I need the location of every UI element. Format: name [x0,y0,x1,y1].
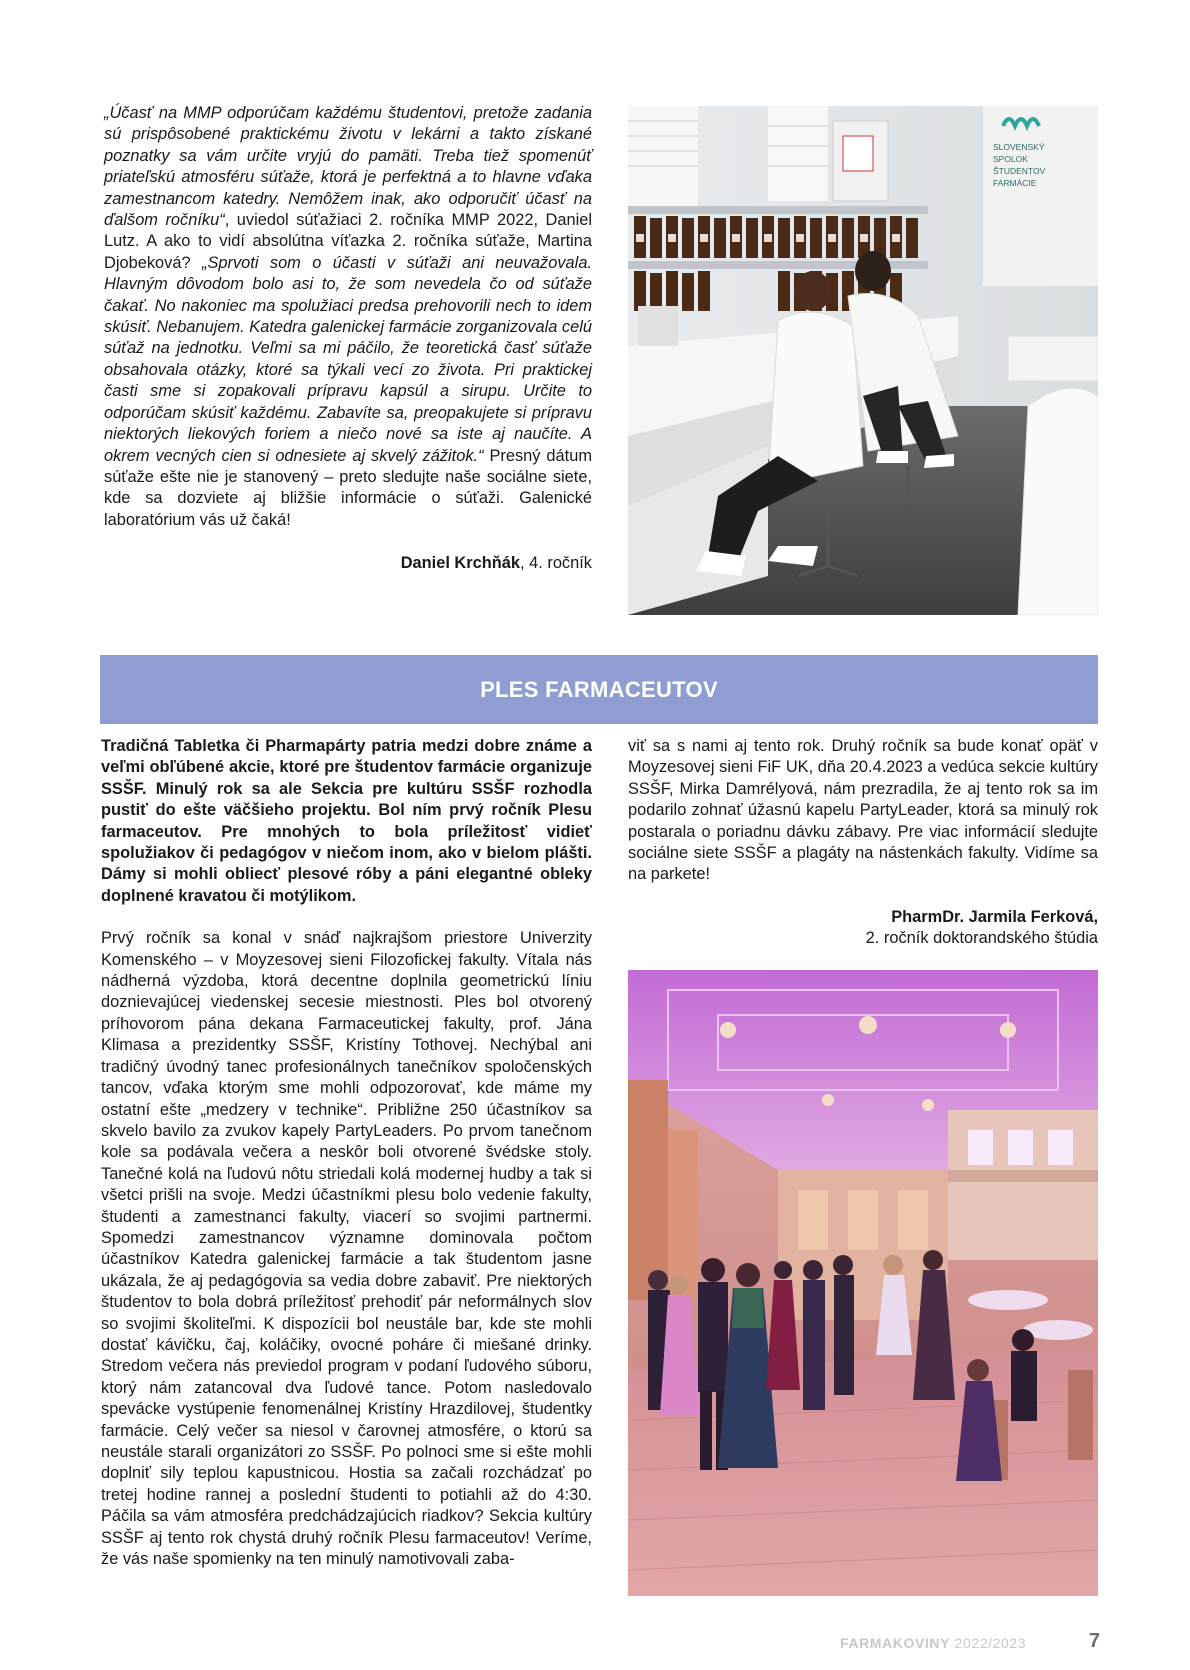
page-footer [840,1630,1100,1654]
svg-text:SPOLOK: SPOLOK [993,154,1028,164]
quote-daniel-lutz: „Účasť na MMP odporúčam každému študentovi, pretože zadania sú prispôsobené praktickému životu v lekárni a takto získané poznatky sa vám určite vryjú do pamäti. Treba tiež spomenúť priateľskú atmosféru súťaže, ktorá je perfektná a to hlavne vďaka zamestnancom katedry. Nemôžem inak, ako odporučiť účasť na ďalšom ročníku“ [104,104,592,230]
ball-article-signature [628,907,1098,950]
magazine-title: FARMAKOVINY [840,1635,951,1651]
ball-article-lead: Tradičná Tabletka či Pharmapárty patria medzi dobre známe a veľmi obľúbené akcie, ktoré pre študentov farmácie organizuje SSŠF. Minulý rok sa ale Sekcia pre kultúru SSŠF rozhodla pustiť do ešte väčšieho projektu. Bol ním prvý ročník Plesu farmaceutov. Pre mnohých to bola príležitosť vidieť spolužiakov či pedagógov v niečom inom, ako v bielom plášti. Dámy si mohli obliecť plesové róby a páni elegantné obleky doplnené kravatou či motýlikom. [101,737,592,905]
ball-author-role: 2. ročník doktorandského štúdia [865,929,1098,948]
ball-article-right-column [628,736,1098,950]
page-number: 7 [1088,1630,1100,1652]
ball-photo [628,970,1098,1596]
svg-text:ŠTUDENTOV: ŠTUDENTOV [993,166,1046,176]
section-title: PLES FARMACEUTOV [480,676,718,702]
top-article-text-2: Presný dátum súťaže ešte nie je stanovený – preto sledujte naše sociálne siete, kde sa dozviete aj bližšie informácie o súťaži. Galenické laboratórium vás už čaká! [104,446,592,529]
magazine-name [840,1635,1026,1651]
top-article-signature [104,553,592,574]
ball-author-name: PharmDr. Jarmila Ferková, [891,907,1098,926]
lab-photo [628,106,1098,615]
top-article-text-1: , uviedol súťažiaci 2. ročníka MMP 2022, Daniel Lutz. A ako to vidí absolútna víťazka 2. ročníka súťaže, Martina Djobeková? [104,211,592,272]
ball-article-body-left: Prvý ročník sa konal v snáď najkrajšom priestore Univerzity Komenského – v Moyzesovej sieni Filozofickej fakulty. Vítala nás nádherná výzdoba, ktorá decentne doplnila geometrickú líniu doznievajúcej viedenskej secesie miestnosti. Ples bol otvorený príhovorom pána dekana Farmaceutickej fakulty, prof. Jána Klimasa a prezidentky SSŠF, Kristíny Tothovej. Nechýbal ani tradičný úvodný tanec profesionálnych tanečníkov spoločenských tancov, vďaka ktorým sme mohli odpozorovať, kde máme my ostatní ešte „medzery v technike“. Približne 250 účastníkov sa skvelo bavilo za zvukov kapely PartyLeaders. Po prvom tanečnom kole sa podávala večera a neskôr boli otvorené švédske stoly. Tanečné kolá na ľudovú nôtu striedali kolá modernej hudby a tak si všetci prišli na svoje. Medzi účastníkmi plesu bolo vedenie fakulty, študenti a zamestnanci fakulty, viacerí so svojimi partnermi. Spomedzi zamestnancov významne dominovala počtom účastníkov Katedra galenickej farmácie a tak študentom jasne ukázala, že aj pedagógovia sa vedia dobre zabaviť. Pre niektorých študentov to bola dobrá príležitosť prehodiť pár neformálnych slov so svojimi školiteľmi. K dispozícii bol neustále bar, kde ste mohli dostať kávičku, čaj, koláčiky, ovocné poháre či miešané drinky. Stredom večera nás previedol program v podaní ľudového súboru, ktorý nám zatancoval dva ľudové tance. Potom nasledovalo spevácke vystúpenie fenomenálnej Kristíny Hrazdilovej, študentky farmácie. Celý večer sa niesol v čarovnej atmosfére, o ktorú sa neustále starali organizátori zo SSŠF. Po polnoci sme si ešte mohli doplniť sily teplou kapustnicou. Hostia sa začali rozchádzať po tretej hodine rannej a poslední študenti to potiahli až do 4:30. Páčila sa vám atmosféra predchádzajúcich riadkov? Sekcia kultúry SSŠF aj tento rok chystá druhý ročník Plesu farmaceutov! Veríme, že vás naše spomienky na ten minulý namotivovali zaba- [101,929,592,1569]
author-year: , 4. ročník [520,554,592,573]
top-article-text [104,103,592,575]
author-name: Daniel Krchňák [400,554,521,573]
svg-text:SLOVENSKÝ: SLOVENSKÝ [993,142,1045,152]
ball-article-left-column [101,736,592,1570]
section-banner [100,655,1098,724]
quote-martina-djobekova: „Sprvoti som o účasti v súťaži ani neuvažovala. Hlavným dôvodom bolo asi to, že som nevedela čo od súťaže čakať. No nakoniec ma spolužiaci predsa prehovorili nech to idem skúsiť. Nebanujem. Katedra galenickej farmácie zorganizovala celú súťaž na jednotku. Veľmi sa mi páčilo, že teoretická časť súťaže obsahovala otázky, ktoré sa týkali vecí zo života. Pri praktickej časti sme si zopakovali prípravu kapsúl a sirupu. Určite to odporúčam skúsiť každému. Zabavíte sa, preopakujete si prípravu niektorých liekových foriem a niečo nové sa iste aj naučíte. A okrem vecných cien si odnesiete aj skvelý zážitok.“ [104,253,592,465]
ball-article-body-right: viť sa s nami aj tento rok. Druhý ročník sa bude konať opäť v Moyzesovej sieni FiF UK, dňa 20.4.2023 a vedúca sekcie kultúry SSŠF, Mirka Damrélyová, nám prezradila, že aj tento rok sa im podarilo zohnať úžasnú kapelu PartyLeader, ktorá sa minulý rok postarala o poriadnu dávku zábavy. Pre viac informácií sledujte sociálne siete SSŠF a plagáty na nástenkách fakulty. Vidíme sa na parkete! [628,737,1098,884]
svg-text:FARMÁCIE: FARMÁCIE [993,178,1037,188]
magazine-year: 2022/2023 [950,1635,1027,1651]
top-article-paragraph [104,103,592,531]
sssf-banner [983,106,1098,286]
